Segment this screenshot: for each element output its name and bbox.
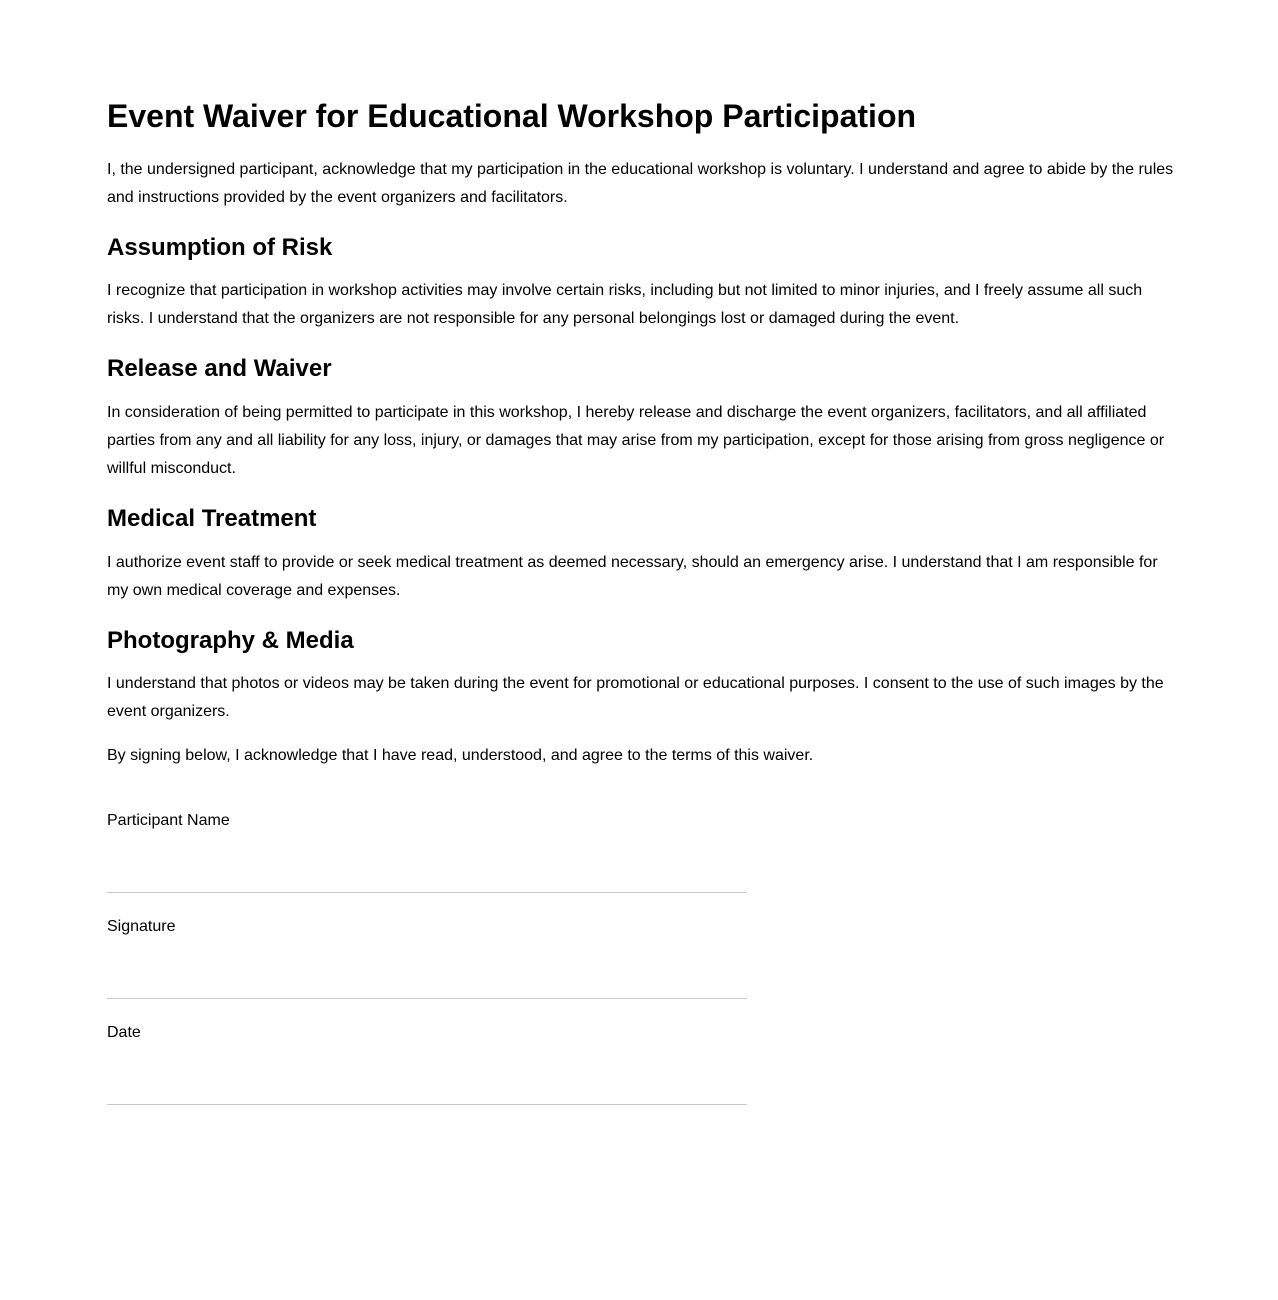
section-body-medical-treatment: I authorize event staff to provide or seek medical treatment as deemed necessary, should an emergency arise. I understand that I am responsible for my own medical coverage and expenses. [107, 553, 1158, 599]
participant-name-input[interactable] [107, 835, 747, 893]
date-input[interactable] [107, 1047, 747, 1105]
participant-name-field [107, 807, 1175, 893]
signature-input[interactable] [107, 941, 747, 999]
section-heading-assumption-of-risk: Assumption of Risk [107, 233, 333, 261]
closing-paragraph: By signing below, I acknowledge that I have read, understood, and agree to the terms of this waiver. [107, 747, 814, 765]
section-body-release-and-waiver: In consideration of being permitted to participate in this workshop, I hereby release and discharge the event organizers, facilitators, and all affiliated parties from any and all liability for any loss, injury, or damages that may arise from my participation, except for those arising from gross negligence or willful misconduct. [107, 403, 1165, 477]
section-body-photography-media: I understand that photos or videos may be taken during the event for promotional or educational purposes. I consent to the use of such images by the event organizers. [107, 675, 1164, 721]
participant-name-label: Participant Name [107, 812, 230, 830]
signature-field [107, 913, 1175, 999]
section-body-assumption-of-risk: I recognize that participation in workshop activities may involve certain risks, including but not limited to minor injuries, and I freely assume all such risks. I understand that the organizers are not responsible for any personal belongings lost or damaged during the event. [107, 282, 1143, 328]
signature-label: Signature [107, 918, 176, 936]
page-title: Event Waiver for Educational Workshop Participation [107, 98, 917, 134]
signature-section [107, 807, 1175, 1105]
section-heading-photography-media: Photography & Media [107, 626, 354, 654]
intro-paragraph: I, the undersigned participant, acknowledge that my participation in the educational workshop is voluntary. I understand and agree to abide by the rules and instructions provided by the event organizers and facilitators. [107, 160, 1174, 206]
date-label: Date [107, 1024, 141, 1042]
date-field [107, 1019, 1175, 1105]
section-heading-medical-treatment: Medical Treatment [107, 504, 317, 532]
section-heading-release-and-waiver: Release and Waiver [107, 355, 332, 383]
